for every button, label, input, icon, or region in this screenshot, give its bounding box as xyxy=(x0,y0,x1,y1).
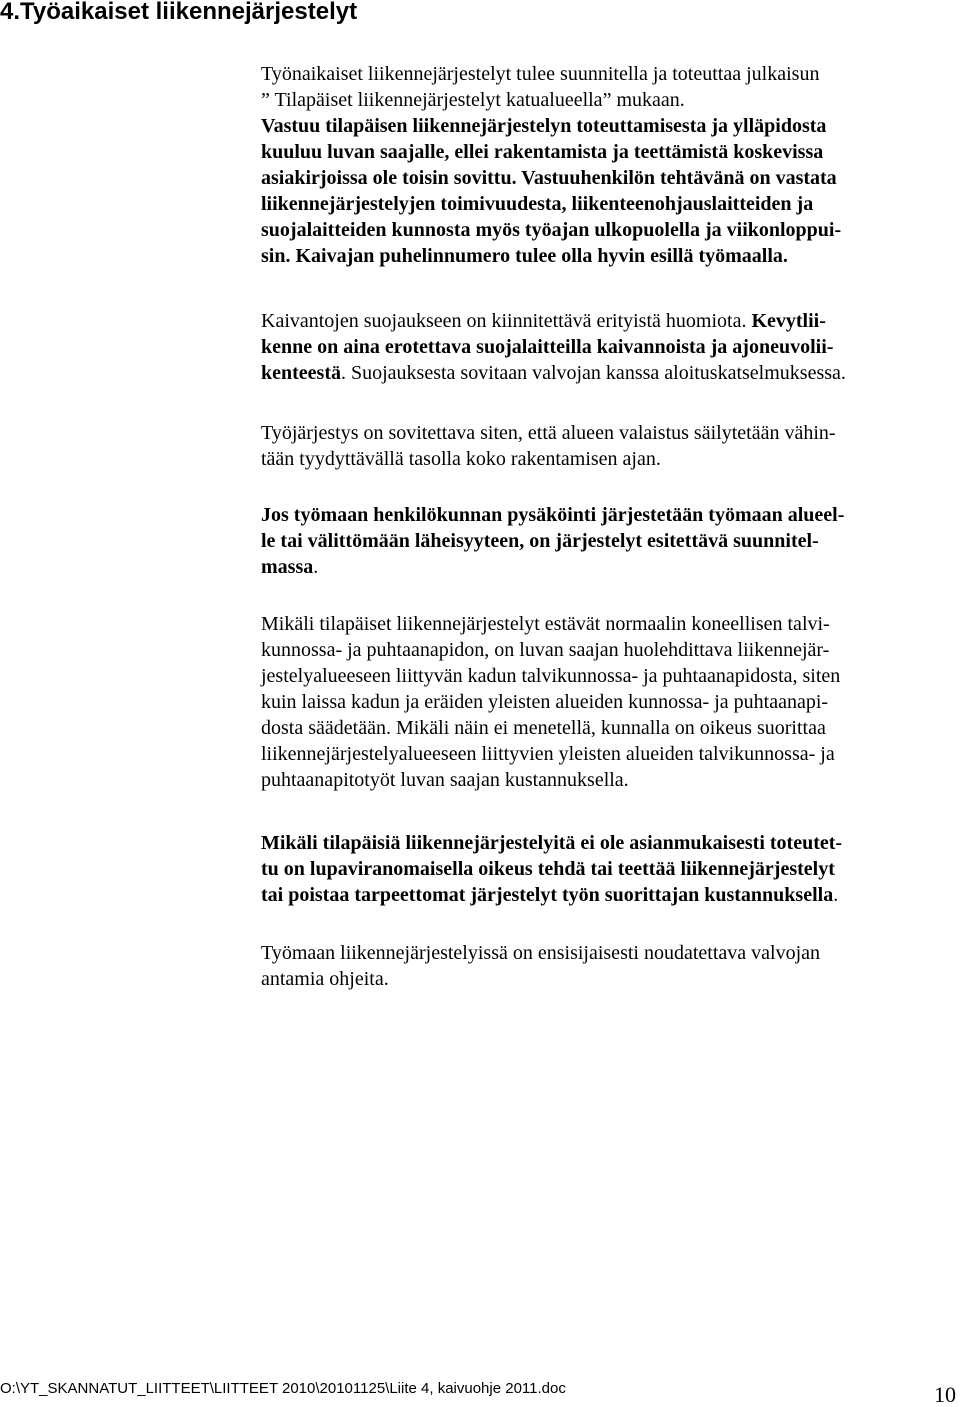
paragraph-supervisor-instructions xyxy=(261,940,960,992)
text-line: liikennejärjestelyjen toimivuudesta, liikenteenohjauslaitteiden ja xyxy=(261,193,814,215)
text-line xyxy=(261,308,960,334)
paragraph-lighting xyxy=(261,420,960,472)
paragraph-parking xyxy=(261,502,960,580)
text-line: Työjärjestys on sovitettava siten, että alueen valaistus säilytetään vähin- xyxy=(261,422,836,444)
text-line: kuuluu luvan saajalle, ellei rakentamista ja teettämistä koskevissa xyxy=(261,141,824,163)
text-line: puhtaanapitotyöt luvan saajan kustannuksella. xyxy=(261,769,629,791)
text-line: kunnossa- ja puhtaanapidon, on luvan saajan huolehdittava liikennejär- xyxy=(261,639,830,661)
text-line: tään tyydyttävällä tasolla koko rakentamisen ajan. xyxy=(261,448,661,470)
text-fragment: tai poistaa tarpeettomat järjestelyt työn suorittajan kustannuksella xyxy=(261,884,834,906)
text-line xyxy=(261,165,960,191)
text-fragment: Vastuuhenkilön tehtävänä on vastata xyxy=(516,167,837,189)
text-line: kenne on aina erotettava suojalaitteilla kaivannoista ja ajoneuvolii- xyxy=(261,336,834,358)
text-line: Vastuu tilapäisen liikennejärjestelyn toteuttamisesta ja ylläpidosta xyxy=(261,115,827,137)
paragraph-authority-rights xyxy=(261,830,960,908)
text-line: le tai välittömään läheisyyteen, on järjestelyt esitettävä suunnitel- xyxy=(261,530,819,552)
text-line xyxy=(261,882,960,908)
text-line: suojalaitteiden kunnosta myös työajan ulkopuolella ja viikonloppui- xyxy=(261,219,842,241)
text-line: Työmaan liikennejärjestelyissä on ensisijaisesti noudatettava valvojan xyxy=(261,942,821,964)
text-line: Jos työmaan henkilökunnan pysäköinti järjestetään työmaan alueel- xyxy=(261,504,845,526)
text-fragment: . xyxy=(313,556,319,578)
text-line: liikennejärjestelyalueeseen liittyvien yleisten alueiden talvikunnossa- ja xyxy=(261,743,835,765)
text-fragment: Kaivantojen suojaukseen on kiinnitettävä erityistä huomiota. xyxy=(261,310,752,332)
text-fragment: massa xyxy=(261,556,314,578)
text-line: tu on lupaviranomaisella oikeus tehdä tai teettää liikennejärjestelyt xyxy=(261,858,835,880)
text-line: dosta säädetään. Mikäli näin ei menetellä, kunnalla on oikeus suorittaa xyxy=(261,717,826,739)
text-line: Mikäli tilapäisiä liikennejärjestelyitä ei ole asianmukaisesti toteutet- xyxy=(261,832,843,854)
text-line xyxy=(261,360,960,386)
text-line: ” Tilapäiset liikennejärjestelyt katualueella” mukaan. xyxy=(261,89,685,111)
paragraph-traffic-arrangements xyxy=(261,61,960,269)
text-line: sin. Kaivajan puhelinnumero tulee olla hyvin esillä työmaalla. xyxy=(261,245,788,267)
text-fragment: Kevytlii- xyxy=(751,310,826,332)
paragraph-excavation-protection xyxy=(261,308,960,386)
paragraph-winter-maintenance xyxy=(261,611,960,793)
text-line xyxy=(261,554,960,580)
text-fragment: asiakirjoissa ole toisin sovittu. xyxy=(261,167,517,189)
text-line: Työnaikaiset liikennejärjestelyt tulee suunnitella ja toteuttaa julkaisun xyxy=(261,63,820,85)
footer-file-path: O:\YT_SKANNATUT_LIITTEET\LIITTEET 2010\20101125\Liite 4, kaivuohje 2011.doc xyxy=(0,1380,566,1397)
text-line: antamia ohjeita. xyxy=(261,968,389,990)
text-fragment: kenteestä xyxy=(261,362,341,384)
text-line: kuin laissa kadun ja eräiden yleisten alueiden kunnossa- ja puhtaanapi- xyxy=(261,691,829,713)
text-fragment: . Suojauksesta sovitaan valvojan kanssa aloituskatselmuksessa. xyxy=(340,362,846,384)
text-line: Mikäli tilapäiset liikennejärjestelyt estävät normaalin koneellisen talvi- xyxy=(261,613,830,635)
page-number: 10 xyxy=(934,1382,956,1407)
text-fragment: . xyxy=(833,884,839,906)
section-heading: 4.Työaikaiset liikennejärjestelyt xyxy=(0,0,358,25)
text-line: jestelyalueeseen liittyvän kadun talvikunnossa- ja puhtaanapidosta, siten xyxy=(261,665,841,687)
